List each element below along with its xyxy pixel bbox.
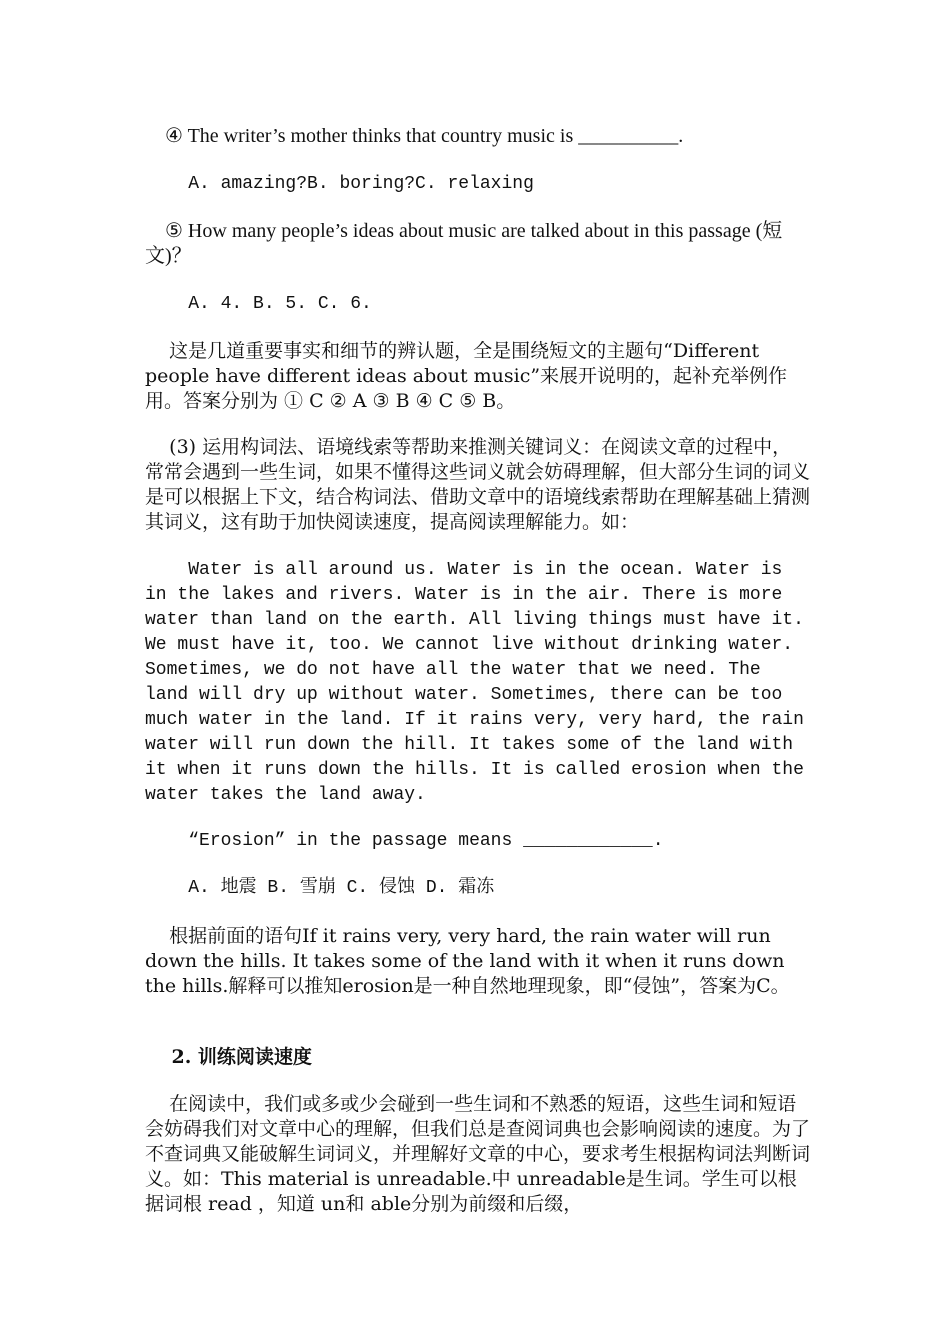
section-heading: 2. 训练阅读速度: [145, 1046, 312, 1068]
reading-speed-paragraph: 在阅读中，我们或多或少会碰到一些生词和不熟悉的短语，这些生词和短语会妨碍我们对文章中心的理解，但我们总是查阅词典也会影响阅读的速度。为了不查词典又能破解生词词义，并理解好文章的中心，要求考生根据构词法判断词义。如：This material is unreadable.中 unreadable是生词。学生可以根据词根 read ，知道 un和 able分别为前缀和后缀，: [145, 1093, 811, 1215]
example-options: A. 地震 B. 雪崩 C. 侵蚀 D. 霜冻: [145, 878, 495, 898]
explanation-paragraph: 这是几道重要事实和细节的辨认题，全是围绕短文的主题句“Different people have different ideas about music”来展开说明的，起补充举例作用。答案分别为 ① C ② A ③ B ④ C ⑤ B。: [145, 340, 788, 412]
point-3-paragraph: (3) 运用构词法、语境线索等帮助来推测关键词义：在阅读文章的过程中，常常会遇到一些生词，如果不懂得这些词义就会妨碍理解，但大部分生词的词义是可以根据上下文，结合构词法、借助文章中的语境线索帮助在理解基础上猜测其词义，这有助于加快阅读速度，提高阅读理解能力。如：: [145, 436, 811, 533]
example-question: “Erosion” in the passage means ____________.: [145, 831, 664, 851]
answer-explanation: 根据前面的语句If it rains very, very hard, the rain water will run down the hills. It takes some of the land with it when it runs down the hills.解释可以推知erosion是一种自然地理现象，即“侵蚀”，答案为C。: [145, 925, 791, 997]
question-4-options: A. amazing?B. boring?C. relaxing: [145, 174, 534, 194]
question-4: ④ The writer’s mother thinks that country music is __________.: [145, 125, 684, 147]
question-5: ⑤ How many people’s ideas about music are talked about in this passage (短文)？: [145, 220, 783, 267]
question-5-options: A. 4. B. 5. C. 6.: [145, 294, 372, 314]
example-passage: Water is all around us. Water is in the ocean. Water is in the lakes and rivers. Water is in the air. There is more water than land on the earth. All living things must have it. We must have it, too. We cannot live without drinking water. Sometimes, we do not have all the water that we need. The land will dry up without water. Sometimes, there can be too much water in the land. If it rains very, very hard, the rain water will run down the hill. It takes some of the land with it when it runs down the hills. It is called erosion when the water takes the land away.: [145, 560, 815, 805]
